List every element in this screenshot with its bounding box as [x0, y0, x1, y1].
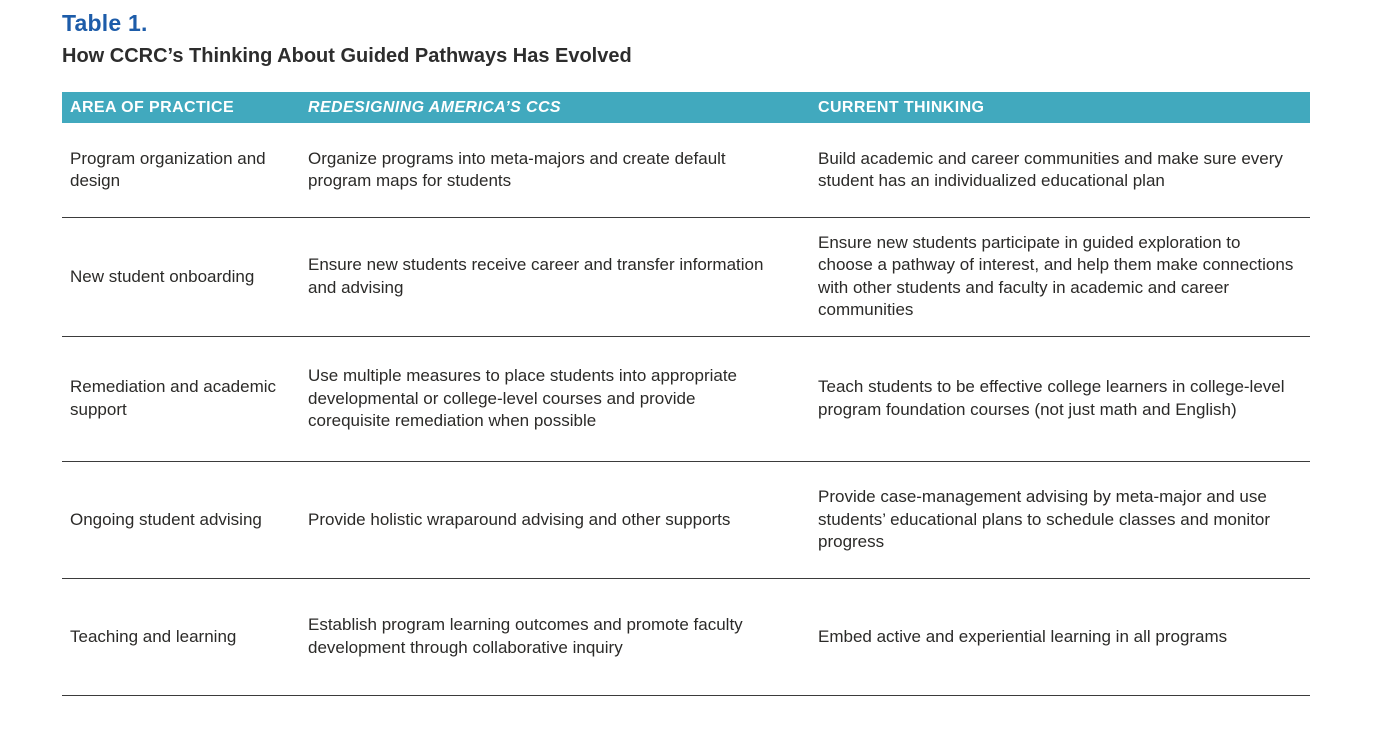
table-row — [62, 123, 1310, 218]
table-label: Table 1. — [62, 10, 148, 36]
guided-pathways-table — [62, 92, 1310, 696]
table-header-row — [62, 92, 1310, 123]
cell-area-of-practice: Program organization and design — [70, 148, 266, 190]
cell-current-thinking: Embed active and experiential learning in all programs — [818, 626, 1228, 646]
cell-area-of-practice: Remediation and academic support — [70, 377, 277, 419]
table-row — [62, 337, 1310, 462]
cell-redesigning: Organize programs into meta-majors and create default program maps for students — [308, 148, 726, 190]
cell-area-of-practice: Ongoing student advising — [70, 509, 262, 529]
column-header-redesigning-americas-ccs: REDESIGNING AMERICA’S CCS — [308, 98, 561, 116]
cell-current-thinking: Teach students to be effective college learners in college-level program foundation courses (not just math and English) — [818, 377, 1285, 419]
cell-redesigning: Establish program learning outcomes and promote faculty development through collaborative inquiry — [308, 615, 743, 657]
column-header-current-thinking: CURRENT THINKING — [818, 98, 985, 116]
cell-current-thinking: Ensure new students participate in guided exploration to choose a pathway of interest, and help them make connections with other students and faculty in academic and career communities — [818, 233, 1294, 320]
table-row — [62, 579, 1310, 696]
table-row — [62, 218, 1310, 337]
cell-area-of-practice: New student onboarding — [70, 266, 255, 286]
cell-current-thinking: Provide case-management advising by meta-major and use students’ educational plans to schedule classes and monitor progress — [818, 487, 1271, 551]
cell-area-of-practice: Teaching and learning — [70, 626, 237, 646]
cell-current-thinking: Build academic and career communities and make sure every student has an individualized educational plan — [818, 148, 1283, 190]
cell-redesigning: Provide holistic wraparound advising and other supports — [308, 509, 731, 529]
cell-redesigning: Ensure new students receive career and transfer information and advising — [308, 255, 764, 297]
column-header-area-of-practice: AREA OF PRACTICE — [70, 98, 235, 116]
table-title: How CCRC’s Thinking About Guided Pathways Has Evolved — [62, 45, 632, 67]
table-row — [62, 462, 1310, 579]
cell-redesigning: Use multiple measures to place students into appropriate developmental or college-level courses and provide corequisite remediation when possible — [308, 366, 738, 430]
